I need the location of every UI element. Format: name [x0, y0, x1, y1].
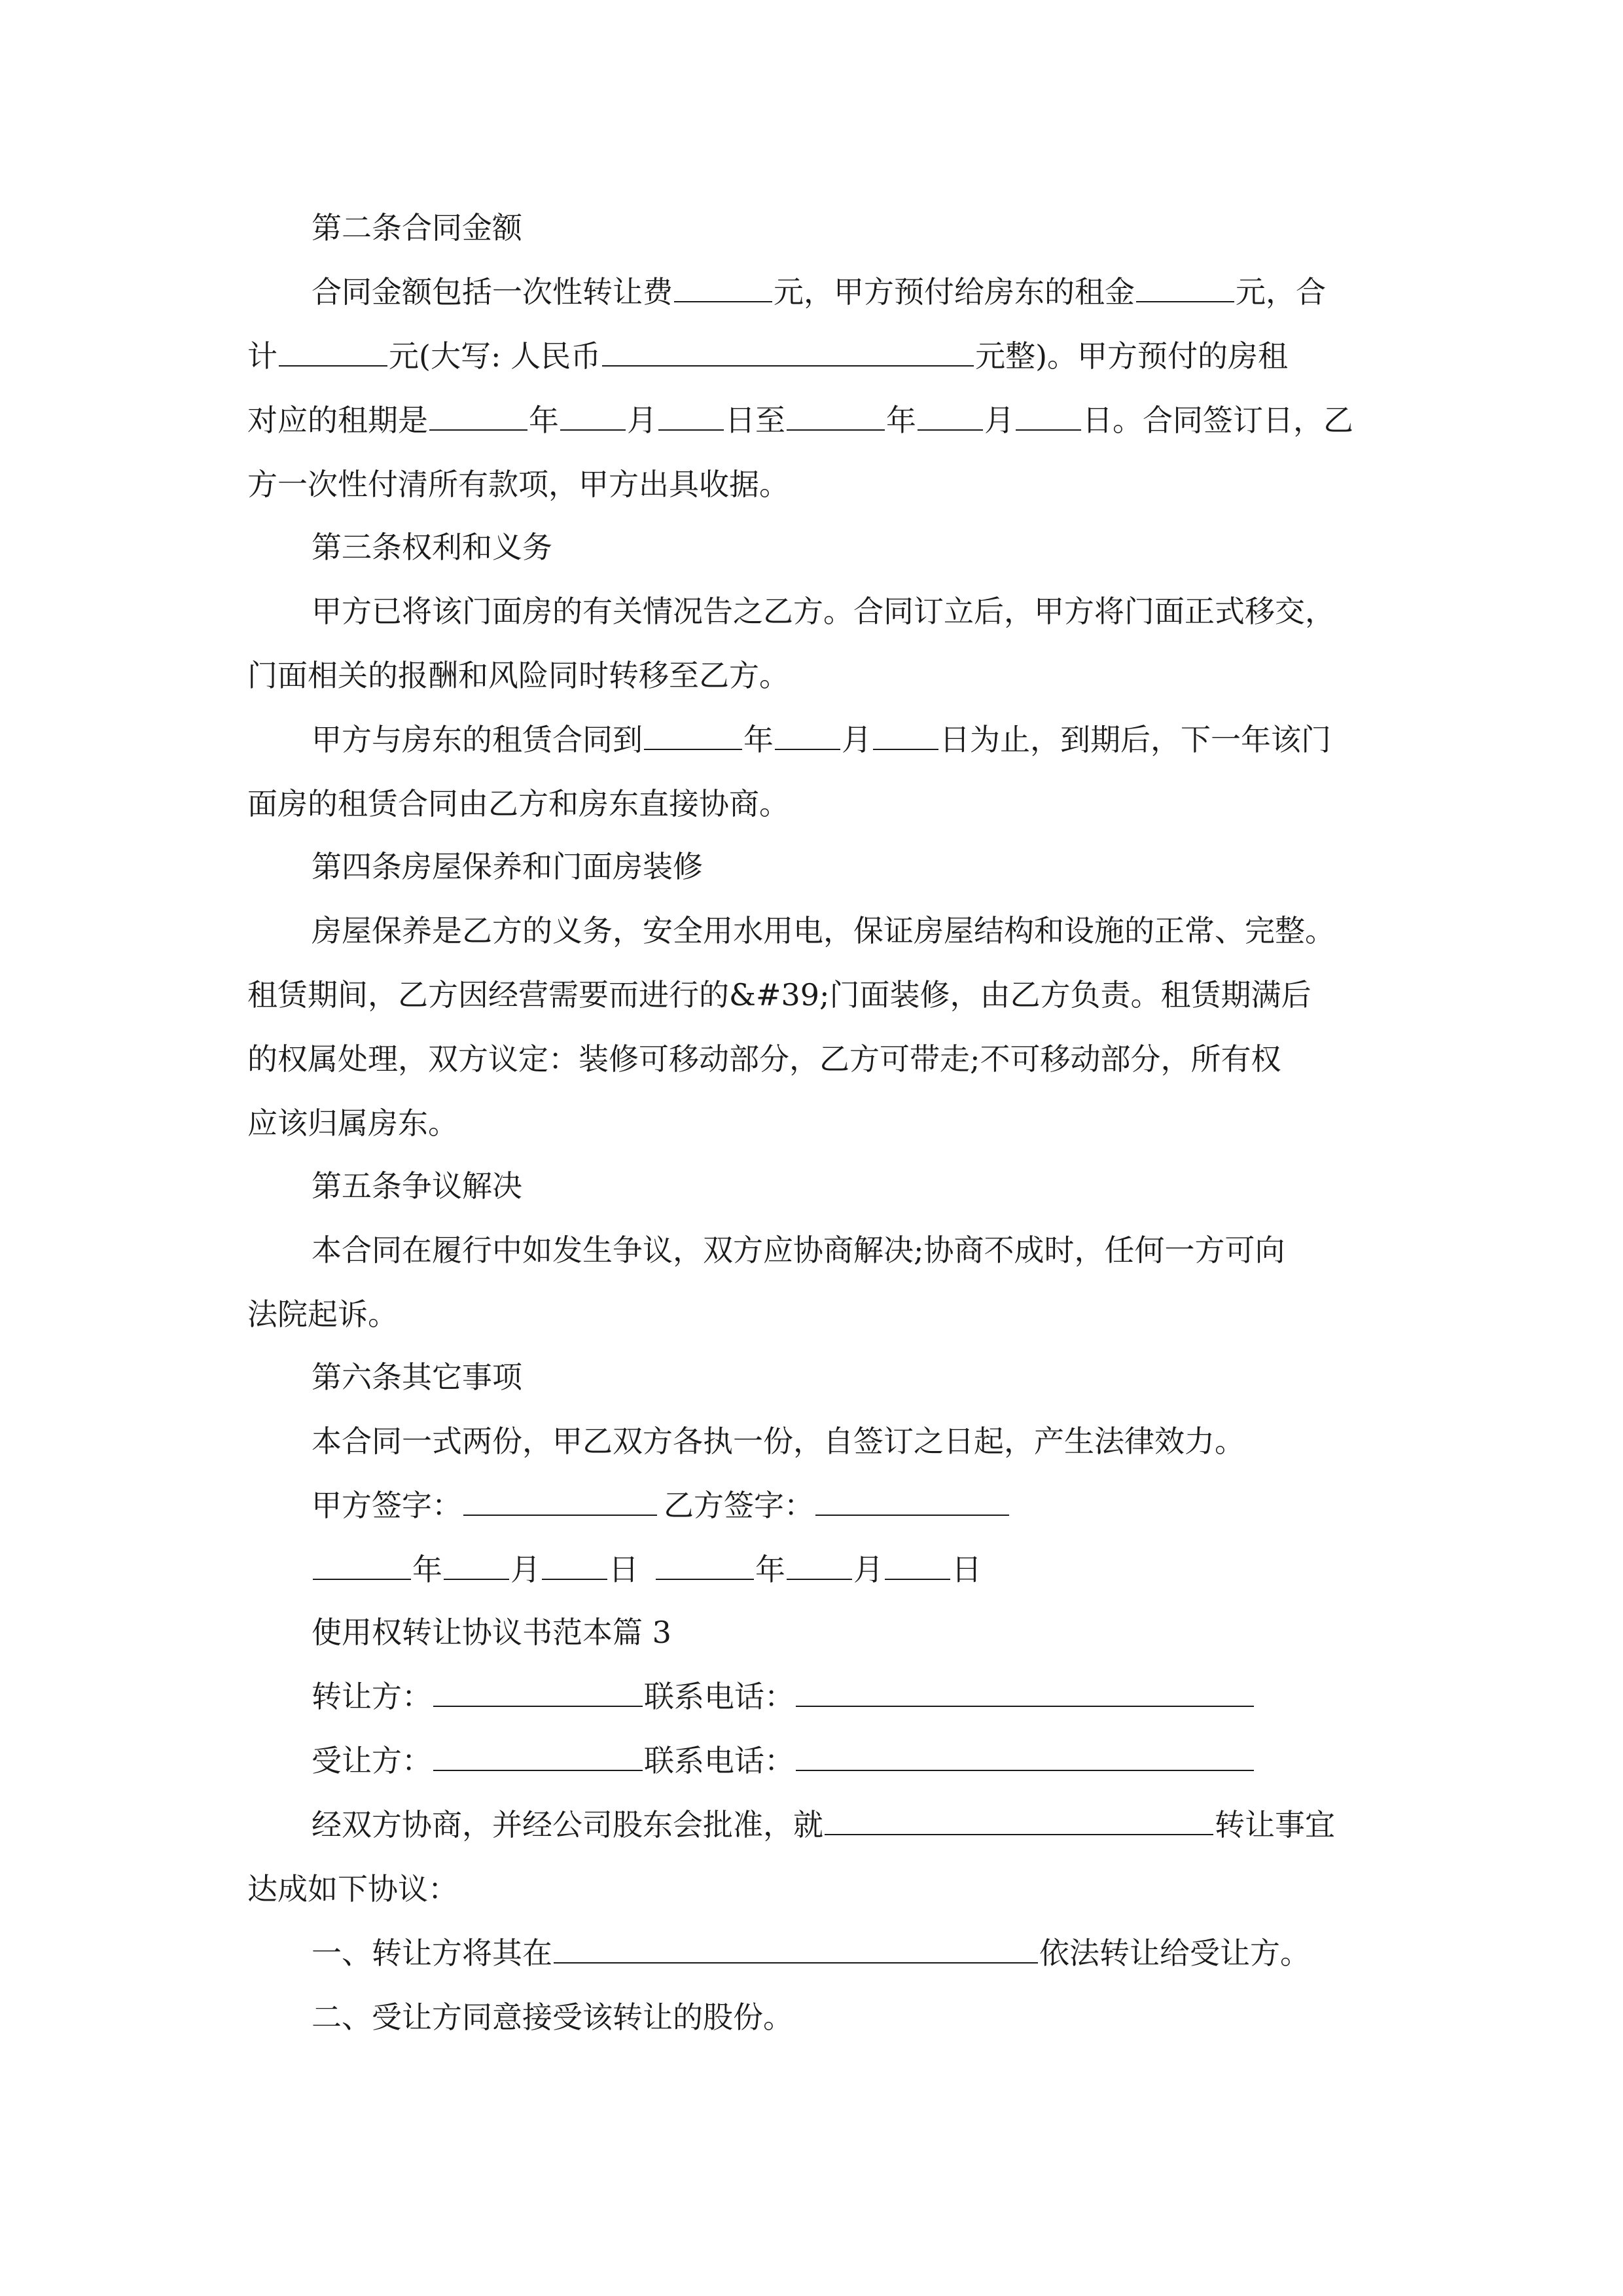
blank-field[interactable] — [554, 1935, 1038, 1964]
blank-field — [1016, 402, 1081, 431]
text: 计 — [247, 338, 277, 374]
article5-title-text: 第五条争议解决 — [312, 1168, 522, 1204]
blank-field — [1136, 274, 1234, 302]
article3-title — [312, 528, 552, 567]
blank-field — [602, 338, 974, 367]
blank-field — [429, 402, 527, 431]
text: 年 — [755, 1552, 785, 1587]
party-a-signature-label: 甲方签字： — [312, 1488, 462, 1523]
article3-title-text: 第三条权利和义务 — [312, 529, 552, 565]
text: 月 — [627, 403, 657, 438]
date-year-field[interactable] — [656, 1551, 754, 1580]
text: 元(大写: 人民币 — [389, 338, 601, 374]
text: 日 — [952, 1552, 982, 1587]
article3-paragraph-line2 — [247, 656, 789, 695]
text: 月 — [842, 722, 872, 757]
blank-field[interactable] — [825, 1806, 1213, 1835]
blank-field — [658, 402, 724, 431]
article5-paragraph-line1 — [312, 1230, 1285, 1270]
text: 日为止，到期后，下一年该门 — [940, 722, 1331, 757]
text: 一、转让方将其在 — [312, 1935, 552, 1971]
article2-paragraph-line2 — [247, 336, 1288, 376]
text: 本合同在履行中如发生争议，双方应协商解决;协商不成时，任何一方可向 — [312, 1232, 1285, 1268]
text: 门面相关的报酬和风险同时转移至乙方。 — [247, 658, 789, 693]
article5-title — [312, 1166, 522, 1206]
text: 月 — [853, 1552, 883, 1587]
text: 元，合 — [1236, 274, 1326, 310]
date-month-field[interactable] — [787, 1551, 852, 1580]
text: 甲方与房东的租赁合同到 — [312, 722, 643, 757]
article2-paragraph-line1 — [312, 272, 1377, 312]
text: 年 — [412, 1552, 442, 1587]
article4-paragraph-line2 — [247, 975, 1311, 1014]
text: 租赁期间，乙方因经营需要而进行的&#39;门面装修，由乙方负责。租赁期满后 — [247, 977, 1311, 1013]
article2-title — [312, 208, 522, 247]
text: 达成如下协议： — [247, 1871, 458, 1907]
article2-title-text: 第二条合同金额 — [312, 210, 522, 245]
text: 本合同一式两份，甲乙双方各执一份，自签订之日起，产生法律效力。 — [312, 1424, 1245, 1459]
blank-field — [787, 402, 885, 431]
text: 面房的租赁合同由乙方和房东直接协商。 — [247, 786, 789, 821]
signature-date-line — [312, 1550, 982, 1589]
text: 年 — [886, 403, 916, 438]
transferor-field[interactable] — [433, 1678, 643, 1707]
text: 日。合同签订日，乙 — [1082, 403, 1353, 438]
signature-line — [312, 1486, 1010, 1525]
article3-paragraph-line4 — [247, 784, 789, 823]
text: 元整)。甲方预付的房租 — [975, 338, 1289, 374]
article3-paragraph-line3 — [312, 720, 1331, 759]
text: 月 — [984, 403, 1014, 438]
text: 甲方已将该门面房的有关情况告之乙方。合同订立后，甲方将门面正式移交， — [312, 594, 1335, 629]
text: 二、受让方同意接受该转让的股份。 — [312, 2000, 793, 2035]
article4-title — [312, 847, 703, 886]
part3-paragraph-line2 — [247, 1869, 458, 1909]
article4-paragraph-line3 — [247, 1039, 1281, 1079]
text: 元，甲方预付给房东的租金 — [774, 274, 1135, 310]
text: 方一次性付清所有款项，甲方出具收据。 — [247, 467, 789, 502]
text: 对应的租期是 — [247, 403, 428, 438]
transferor-phone-field[interactable] — [796, 1678, 1254, 1707]
article6-paragraph-line1 — [312, 1422, 1245, 1461]
article3-paragraph-line1 — [312, 592, 1335, 631]
text: 月 — [510, 1552, 541, 1587]
transferor-label: 转让方： — [312, 1679, 432, 1714]
article2-paragraph-line4 — [247, 465, 789, 504]
part3-item2 — [312, 1998, 793, 2037]
part3-paragraph-line1 — [312, 1805, 1335, 1844]
article4-paragraph-line4 — [247, 1103, 458, 1143]
text: 房屋保养是乙方的义务，安全用水用电，保证房屋结构和设施的正常、完整。 — [312, 913, 1335, 948]
transferor-line — [312, 1677, 1255, 1716]
date-day-field[interactable] — [885, 1551, 950, 1580]
phone-label: 联系电话： — [644, 1743, 794, 1778]
text: 经双方协商，并经公司股东会批准，就 — [312, 1807, 823, 1842]
party-a-signature-field[interactable] — [463, 1487, 657, 1516]
blank-field — [674, 274, 772, 302]
article6-title-text: 第六条其它事项 — [312, 1359, 522, 1395]
article5-paragraph-line2 — [247, 1295, 398, 1334]
date-year-field[interactable] — [313, 1551, 411, 1580]
text: 法院起诉。 — [247, 1297, 398, 1332]
party-b-signature-field[interactable] — [815, 1487, 1009, 1516]
transferee-label: 受让方： — [312, 1743, 432, 1778]
text: 年 — [743, 722, 774, 757]
text: 合同金额包括一次性转让费 — [312, 274, 673, 310]
date-month-field[interactable] — [444, 1551, 509, 1580]
transferee-phone-field[interactable] — [796, 1742, 1254, 1771]
text: 日 — [609, 1552, 639, 1587]
transferee-line — [312, 1741, 1255, 1780]
blank-field — [873, 721, 938, 750]
text: 年 — [529, 403, 559, 438]
text: 应该归属房东。 — [247, 1105, 458, 1141]
text: 依法转让给受让方。 — [1039, 1935, 1310, 1971]
article2-paragraph-line3 — [247, 401, 1353, 440]
blank-field — [279, 338, 387, 367]
date-day-field[interactable] — [542, 1551, 607, 1580]
party-b-signature-label: 乙方签字： — [664, 1488, 814, 1523]
part3-item1 — [312, 1933, 1310, 1973]
transferee-field[interactable] — [433, 1742, 643, 1771]
phone-label: 联系电话： — [644, 1679, 794, 1714]
blank-field — [775, 721, 840, 750]
text: 转让事宜 — [1215, 1807, 1335, 1842]
article6-title — [312, 1357, 522, 1397]
blank-field — [918, 402, 983, 431]
article4-title-text: 第四条房屋保养和门面房装修 — [312, 849, 703, 884]
article4-paragraph-line1 — [312, 911, 1335, 950]
text: 的权属处理，双方议定：装修可移动部分，乙方可带走;不可移动部分，所有权 — [247, 1041, 1281, 1077]
text: 日至 — [725, 403, 785, 438]
blank-field — [644, 721, 742, 750]
section-heading — [312, 1613, 671, 1652]
section-heading-text: 使用权转让协议书范本篇 3 — [312, 1615, 671, 1650]
blank-field — [560, 402, 626, 431]
